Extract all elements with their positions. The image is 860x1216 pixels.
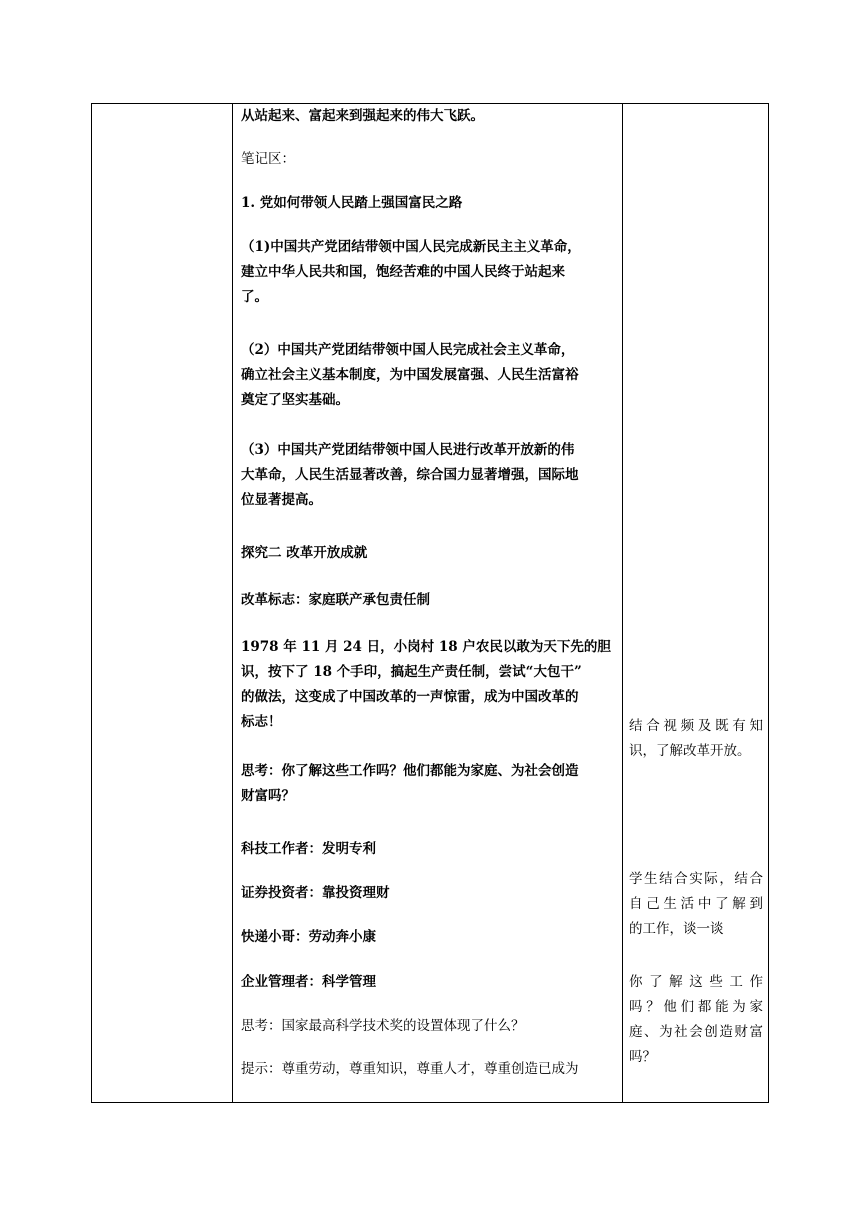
text-line: 从站起来、富起来到强起来的伟大飞跃。 (241, 108, 484, 124)
text-line: 建立中华人民共和国，饱经苦难的中国人民终于站起来 (241, 264, 565, 280)
text-line: 识，了解改革开放。 (629, 743, 751, 759)
text-line: 吗？ (629, 1049, 656, 1065)
text-line: 识，按下了 18 个手印，搞起生产责任制，尝试“大包干” (241, 664, 582, 680)
text-line: 大革命，人民生活显著改善，综合国力显著增强，国际地 (241, 467, 579, 483)
text-line: 吗？他们都能为家 (629, 999, 763, 1015)
text-line: 庭、为社会创造财富 (629, 1024, 763, 1040)
text-line: 财富吗？ (241, 788, 295, 804)
text-line: 的工作，谈一谈 (629, 921, 724, 937)
text-line: 位显著提高。 (241, 492, 322, 508)
text-line: 确立社会主义基本制度，为中国发展富强、人民生活富裕 (241, 367, 579, 383)
text-line: 结合视频及既有知 (629, 718, 763, 734)
side-note (629, 867, 763, 942)
list-item: 科技工作者：发明专利 (241, 841, 376, 857)
lesson-table (91, 103, 769, 1103)
text-line: 改革标志：家庭联产承包责任制 (241, 592, 430, 608)
notes-label: 笔记区： (241, 151, 295, 167)
text-line: 标志！ (241, 714, 282, 730)
side-note (629, 970, 763, 1070)
text-line: 你了解这些工作 (629, 974, 763, 990)
side-note (629, 714, 763, 764)
text-line: 提示：尊重劳动，尊重知识，尊重人才，尊重创造已成为 (241, 1061, 579, 1077)
text-line: （2）中国共产党团结带领中国人民完成社会主义革命， (241, 342, 575, 358)
column-divider-left (232, 104, 233, 1102)
text-line: 的做法，这变成了中国改革的一声惊雷，成为中国改革的 (241, 689, 579, 705)
list-item: 快递小哥：劳动奔小康 (241, 929, 376, 945)
text-line: 了。 (241, 289, 268, 305)
column-divider-right (622, 104, 623, 1102)
text-line: （1)中国共产党团结带领中国人民完成新民主主义革命， (241, 239, 581, 255)
text-line: （3）中国共产党团结带领中国人民进行改革开放新的伟 (241, 442, 575, 458)
text-line: 奠定了坚实基础。 (241, 392, 349, 408)
text-line: 自己生活中了解到 (629, 896, 763, 912)
section-heading: 探究二 改革开放成就 (241, 545, 368, 561)
list-item: 证券投资者：靠投资理财 (241, 885, 390, 901)
list-item: 企业管理者：科学管理 (241, 974, 376, 990)
text-line: 学生结合实际，结合 (629, 871, 763, 887)
text-line: 思考：国家最高科学技术奖的设置体现了什么？ (241, 1018, 525, 1034)
text-line: 思考：你了解这些工作吗？他们都能为家庭、为社会创造 (241, 763, 579, 779)
text-line: 1978 年 11 月 24 日，小岗村 18 户农民以敢为天下先的胆 (241, 639, 611, 655)
section-heading: 1. 党如何带领人民踏上强国富民之路 (241, 195, 463, 211)
